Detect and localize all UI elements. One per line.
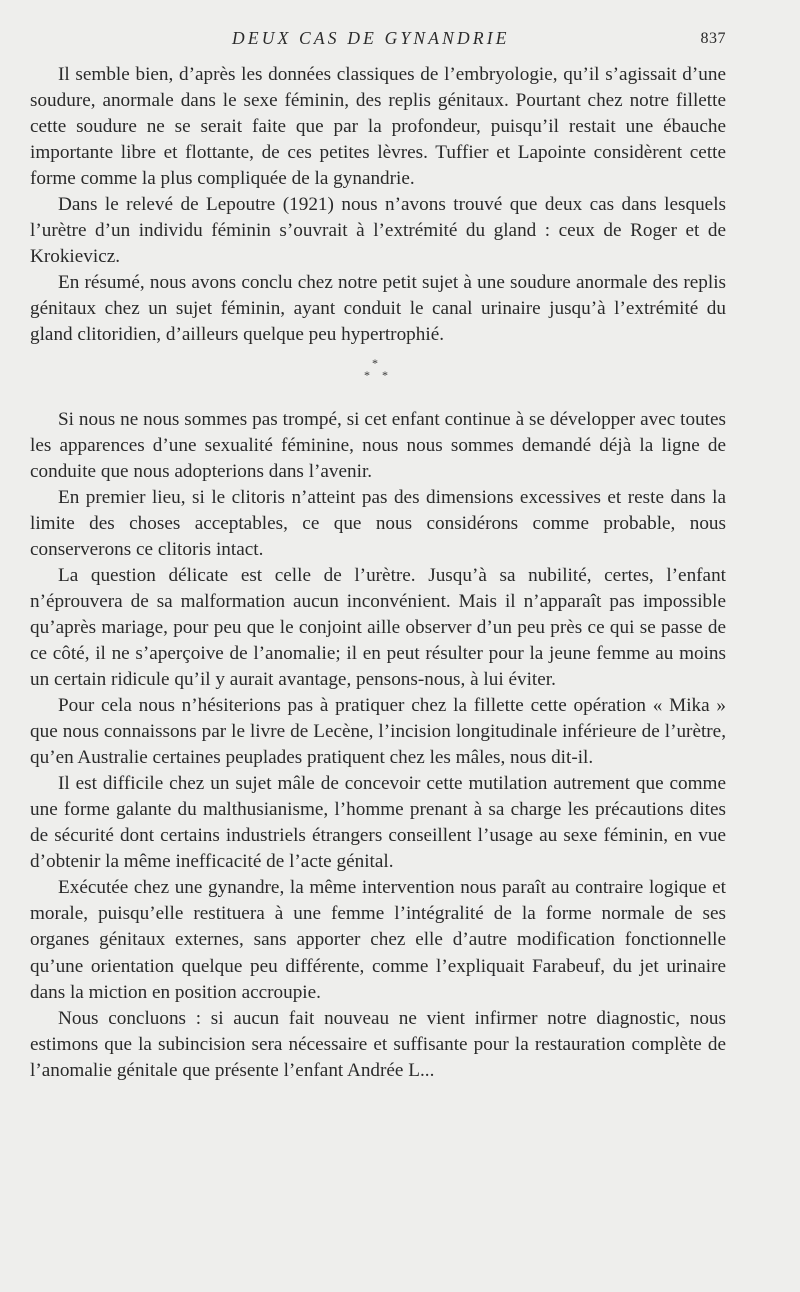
section-embryology-discussion — [30, 62, 726, 349]
paragraph: Pour cela nous n’hésiterions pas à pratiquer chez la fillette cette opération « Mika » que nous connaissons par le livre de Lecène, l’incision longitudinale inférieure de l’urètre, qu’en Australie certaines peuplades pratiquent chez les mâles, nous dit-il. — [30, 695, 726, 769]
body-text — [30, 62, 726, 1084]
paragraph: Il est difficile chez un sujet mâle de concevoir cette mutilation autrement que comme une forme galante du malthusianisme, l’homme prenant à sa charge les précautions dites de sécurité dont certains industriels étrangers conseillent l’usage au sexe féminin, en vue d’obtenir la même inefficacité de l’acte génital. — [30, 773, 726, 873]
asterisk-icon: * — [382, 367, 388, 382]
paragraph: La question délicate est celle de l’urètre. Jusqu’à sa nubilité, certes, l’enfant n’éprouvera de sa malformation aucun inconvénient. Mais il n’apparaît pas impossible qu’après mariage, pour peu que le conjoint aille observer d’un peu près ce qui se passe de ce côté, il ne s’aperçoive de l’anomalie; il en peut résulter pour la jeune femme au moins un certain ridicule qu’il y aurait avantage, pensons-nous, à lui éviter. — [30, 564, 726, 690]
page-header — [0, 26, 800, 56]
paragraph: Dans le relevé de Lepoutre (1921) nous n’avons trouvé que deux cas dans lesquels l’urètre d’un individu féminin s’ouvrait à l’extrémité du gland : ceux de Roger et de Krokievicz. — [30, 194, 726, 268]
paragraph: Nous concluons : si aucun fait nouveau ne vient infirmer notre diagnostic, nous estimons que la subincision sera nécessaire et suffisante pour la restauration complète de l’anomalie génitale que présente l’enfant Andrée L... — [30, 1007, 726, 1081]
running-title: DEUX CAS DE GYNANDRIE — [232, 28, 510, 48]
asterism-separator — [30, 355, 726, 405]
paragraph: En résumé, nous avons conclu chez notre petit sujet à une soudure anormale des replis génitaux chez un sujet féminin, ayant conduit le canal urinaire jusqu’à l’extrémité du gland clitoridien, d’ailleurs quelque peu hypertrophié. — [30, 272, 726, 346]
asterisk-icon: * — [364, 367, 370, 382]
paragraph: En premier lieu, si le clitoris n’atteint pas des dimensions excessives et reste dans la limite des choses acceptables, ce que nous considérons comme probable, nous conserverons ce clitoris intact. — [30, 486, 726, 560]
paragraph: Si nous ne nous sommes pas trompé, si cet enfant continue à se développer avec toutes les apparences d’une sexualité féminine, nous nous sommes demandé déjà la ligne de conduite que nous adopterions dans l’avenir. — [30, 408, 726, 482]
page-number: 837 — [700, 30, 726, 47]
section-treatment-discussion — [30, 407, 726, 1084]
paragraph: Exécutée chez une gynandre, la même intervention nous paraît au contraire logique et morale, puisqu’elle restituera à une femme l’intégralité de la forme normale de ses organes génitaux externes, sans apporter chez elle d’autre modification fonctionnelle qu’une orientation quelque peu différente, comme l’expliquait Farabeuf, du jet urinaire dans la miction en position accroupie. — [30, 877, 726, 1003]
paragraph: Il semble bien, d’après les données classiques de l’embryologie, qu’il s’agissait d’une soudure, anormale dans le sexe féminin, des replis génitaux. Pourtant chez notre fillette cette soudure ne se serait faite que par la profondeur, puisqu’il restait une ébauche importante libre et flottante, de ces petites lèvres. Tuffier et Lapointe considèrent cette forme comme la plus compliquée de la gynandrie. — [30, 64, 726, 190]
asterisk-icon: * — [372, 355, 378, 370]
